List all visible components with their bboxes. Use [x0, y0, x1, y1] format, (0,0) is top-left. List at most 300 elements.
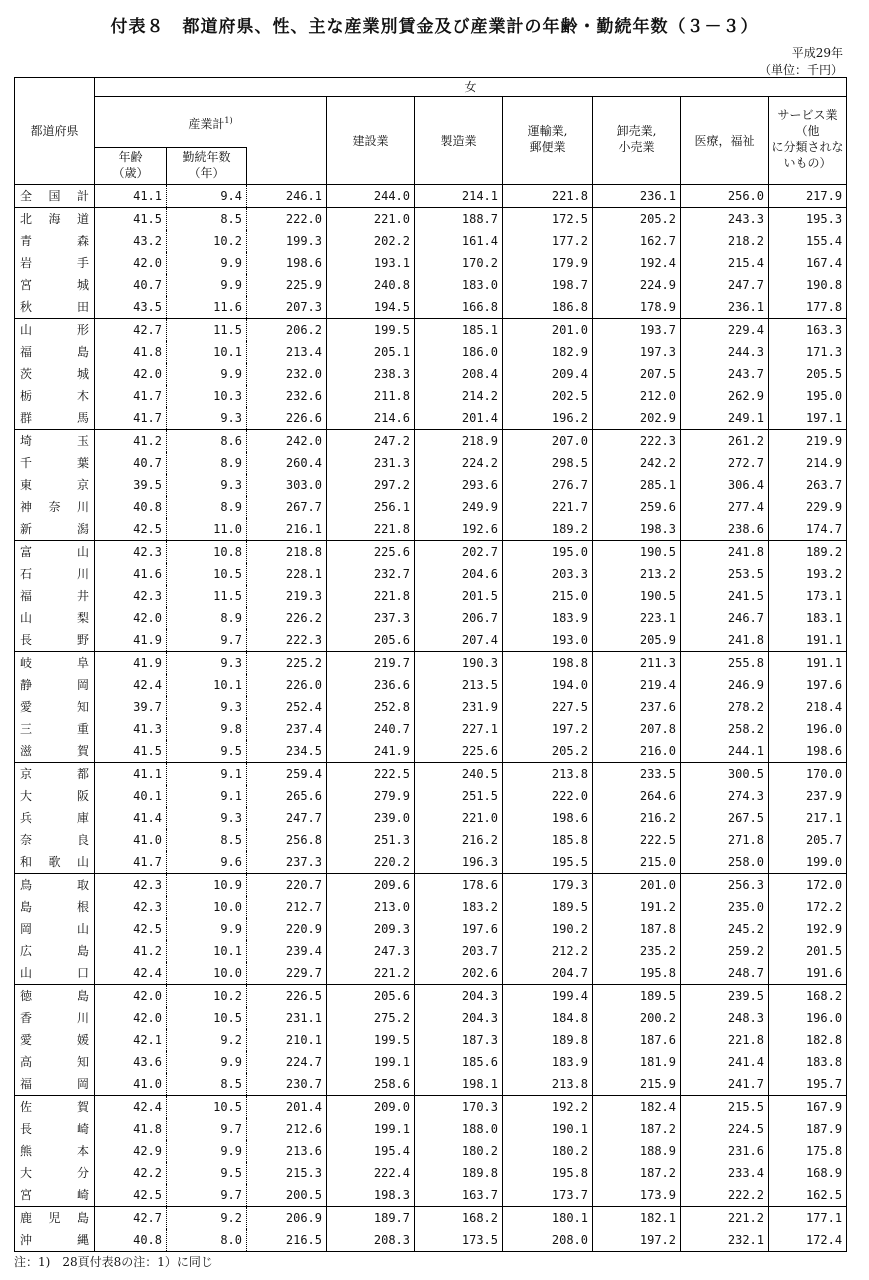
cell-all: 225.9 — [247, 274, 327, 296]
cell-wholesale: 222.5 — [593, 829, 681, 851]
cell-construction: 221.8 — [327, 518, 415, 541]
cell-all: 213.4 — [247, 341, 327, 363]
cell-services: 195.0 — [769, 385, 847, 407]
cell-construction: 275.2 — [327, 1007, 415, 1029]
table-row — [15, 785, 847, 807]
cell-age: 41.8 — [95, 341, 167, 363]
prefecture-name — [15, 985, 95, 1008]
cell-transport: 276.7 — [503, 474, 593, 496]
cell-transport: 183.9 — [503, 1051, 593, 1073]
page-title: 付表８ 都道府県、性、主な産業別賃金及び産業計の年齢・勤続年数（３－３） — [110, 17, 759, 37]
prefecture-name — [15, 1207, 95, 1230]
cell-tenure: 9.3 — [167, 807, 247, 829]
cell-wholesale: 219.4 — [593, 674, 681, 696]
prefecture-name — [15, 474, 95, 496]
table-row — [15, 541, 847, 564]
cell-construction: 238.3 — [327, 363, 415, 385]
cell-transport: 213.8 — [503, 763, 593, 786]
cell-all: 225.2 — [247, 652, 327, 675]
prefecture-name-text: 愛 媛 — [20, 1033, 89, 1047]
cell-services: 219.9 — [769, 430, 847, 453]
age-header: 年齢 （歳） — [95, 148, 167, 185]
table-row — [15, 851, 847, 874]
cell-construction: 211.8 — [327, 385, 415, 407]
cell-construction: 251.3 — [327, 829, 415, 851]
cell-age: 43.5 — [95, 296, 167, 319]
prefecture-name-text: 山 形 — [20, 323, 89, 337]
table-row — [15, 341, 847, 363]
cell-construction: 297.2 — [327, 474, 415, 496]
cell-all: 219.3 — [247, 585, 327, 607]
cell-construction: 247.2 — [327, 430, 415, 453]
cell-services: 214.9 — [769, 452, 847, 474]
cell-medical: 218.2 — [681, 230, 769, 252]
cell-manufacturing: 293.6 — [415, 474, 503, 496]
wage-table — [14, 77, 847, 1252]
table-row — [15, 740, 847, 763]
table-row — [15, 652, 847, 675]
cell-wholesale: 212.0 — [593, 385, 681, 407]
cell-manufacturing: 197.6 — [415, 918, 503, 940]
prefecture-name — [15, 185, 95, 208]
cell-construction: 239.0 — [327, 807, 415, 829]
cell-services: 177.8 — [769, 296, 847, 319]
cell-services: 218.4 — [769, 696, 847, 718]
cell-wholesale: 187.2 — [593, 1118, 681, 1140]
cell-age: 41.1 — [95, 185, 167, 208]
cell-construction: 208.3 — [327, 1229, 415, 1252]
cell-services: 167.9 — [769, 1096, 847, 1119]
prefecture-name-text: 東 京 — [20, 478, 89, 492]
cell-construction: 252.8 — [327, 696, 415, 718]
prefecture-name-text: 青 森 — [20, 234, 89, 248]
cell-tenure: 9.5 — [167, 1162, 247, 1184]
cell-all: 242.0 — [247, 430, 327, 453]
cell-manufacturing: 161.4 — [415, 230, 503, 252]
cell-wholesale: 207.5 — [593, 363, 681, 385]
cell-wholesale: 285.1 — [593, 474, 681, 496]
cell-age: 42.4 — [95, 1096, 167, 1119]
table-row — [15, 474, 847, 496]
cell-age: 39.7 — [95, 696, 167, 718]
cell-all: 215.3 — [247, 1162, 327, 1184]
prefecture-name-text: 香 川 — [20, 1011, 89, 1025]
cell-manufacturing: 192.6 — [415, 518, 503, 541]
cell-tenure: 9.9 — [167, 918, 247, 940]
prefecture-name-text: 島 根 — [20, 900, 89, 914]
cell-transport: 195.0 — [503, 541, 593, 564]
cell-age: 41.9 — [95, 629, 167, 652]
cell-tenure: 9.4 — [167, 185, 247, 208]
prefecture-name — [15, 363, 95, 385]
cell-transport: 189.2 — [503, 518, 593, 541]
prefecture-name — [15, 1184, 95, 1207]
cell-all: 200.5 — [247, 1184, 327, 1207]
cell-manufacturing: 207.4 — [415, 629, 503, 652]
cell-transport: 195.8 — [503, 1162, 593, 1184]
cell-services: 170.0 — [769, 763, 847, 786]
cell-tenure: 9.9 — [167, 252, 247, 274]
cell-all: 239.4 — [247, 940, 327, 962]
prefecture-name-text: 広 島 — [20, 944, 89, 958]
cell-wholesale: 193.7 — [593, 319, 681, 342]
table-body — [15, 185, 847, 1252]
cell-services: 182.8 — [769, 1029, 847, 1051]
cell-services: 167.4 — [769, 252, 847, 274]
prefecture-name — [15, 296, 95, 319]
cell-tenure: 10.8 — [167, 541, 247, 564]
prefecture-name — [15, 430, 95, 453]
cell-construction: 209.3 — [327, 918, 415, 940]
cell-transport: 221.7 — [503, 496, 593, 518]
prefecture-name — [15, 918, 95, 940]
cell-services: 162.5 — [769, 1184, 847, 1207]
cell-manufacturing: 188.0 — [415, 1118, 503, 1140]
table-row — [15, 208, 847, 231]
wholesale-header: 卸売業, 小売業 — [593, 97, 681, 185]
cell-wholesale: 188.9 — [593, 1140, 681, 1162]
cell-medical: 236.1 — [681, 296, 769, 319]
prefecture-name — [15, 452, 95, 474]
cell-construction: 220.2 — [327, 851, 415, 874]
cell-wholesale: 200.2 — [593, 1007, 681, 1029]
cell-age: 42.7 — [95, 319, 167, 342]
cell-construction: 209.0 — [327, 1096, 415, 1119]
prefecture-name — [15, 585, 95, 607]
table-row — [15, 430, 847, 453]
cell-transport: 190.1 — [503, 1118, 593, 1140]
cell-age: 42.7 — [95, 1207, 167, 1230]
cell-all: 267.7 — [247, 496, 327, 518]
cell-wholesale: 242.2 — [593, 452, 681, 474]
prefecture-name-text: 新 潟 — [20, 522, 89, 536]
cell-medical: 241.7 — [681, 1073, 769, 1096]
table-row — [15, 252, 847, 274]
prefecture-name-text: 愛 知 — [20, 700, 89, 714]
prefecture-name-text: 奈 良 — [20, 833, 89, 847]
cell-manufacturing: 178.6 — [415, 874, 503, 897]
cell-medical: 246.7 — [681, 607, 769, 629]
cell-tenure: 10.3 — [167, 385, 247, 407]
cell-wholesale: 237.6 — [593, 696, 681, 718]
cell-services: 197.6 — [769, 674, 847, 696]
cell-all: 216.1 — [247, 518, 327, 541]
cell-tenure: 9.9 — [167, 1051, 247, 1073]
cell-age: 42.0 — [95, 1007, 167, 1029]
cell-all: 201.4 — [247, 1096, 327, 1119]
cell-tenure: 9.5 — [167, 740, 247, 763]
cell-construction: 205.6 — [327, 629, 415, 652]
cell-manufacturing: 213.5 — [415, 674, 503, 696]
cell-manufacturing: 201.4 — [415, 407, 503, 430]
cell-all: 212.7 — [247, 896, 327, 918]
table-row — [15, 896, 847, 918]
prefecture-name — [15, 1118, 95, 1140]
tenure-header: 勤続年数 （年） — [167, 148, 247, 185]
cell-services: 190.8 — [769, 274, 847, 296]
table-row — [15, 296, 847, 319]
cell-services: 163.3 — [769, 319, 847, 342]
cell-manufacturing: 163.7 — [415, 1184, 503, 1207]
cell-manufacturing: 202.6 — [415, 962, 503, 985]
cell-age: 42.3 — [95, 896, 167, 918]
cell-wholesale: 223.1 — [593, 607, 681, 629]
cell-age: 41.8 — [95, 1118, 167, 1140]
prefecture-name-text: 石 川 — [20, 567, 89, 581]
cell-manufacturing: 201.5 — [415, 585, 503, 607]
cell-tenure: 9.3 — [167, 696, 247, 718]
cell-age: 42.4 — [95, 674, 167, 696]
prefecture-name-text: 佐 賀 — [20, 1100, 89, 1114]
cell-manufacturing: 208.4 — [415, 363, 503, 385]
cell-age: 42.0 — [95, 607, 167, 629]
cell-manufacturing: 183.2 — [415, 896, 503, 918]
cell-construction: 222.5 — [327, 763, 415, 786]
cell-construction: 189.7 — [327, 1207, 415, 1230]
cell-all: 230.7 — [247, 1073, 327, 1096]
prefecture-name — [15, 208, 95, 231]
cell-age: 42.3 — [95, 585, 167, 607]
cell-transport: 196.2 — [503, 407, 593, 430]
cell-construction: 225.6 — [327, 541, 415, 564]
cell-transport: 198.6 — [503, 807, 593, 829]
cell-age: 41.0 — [95, 829, 167, 851]
table-row — [15, 407, 847, 430]
cell-construction: 221.8 — [327, 585, 415, 607]
footnote-marker: 1) — [224, 115, 233, 125]
table-row — [15, 385, 847, 407]
table-row — [15, 1073, 847, 1096]
cell-age: 42.4 — [95, 962, 167, 985]
cell-transport: 213.8 — [503, 1073, 593, 1096]
cell-wholesale: 224.9 — [593, 274, 681, 296]
cell-transport: 189.5 — [503, 896, 593, 918]
cell-tenure: 10.9 — [167, 874, 247, 897]
cell-tenure: 8.0 — [167, 1229, 247, 1252]
cell-wholesale: 187.2 — [593, 1162, 681, 1184]
cell-age: 42.3 — [95, 874, 167, 897]
prefecture-name-text: 鳥 取 — [20, 878, 89, 892]
cell-manufacturing: 173.5 — [415, 1229, 503, 1252]
prefecture-name — [15, 252, 95, 274]
cell-age: 41.7 — [95, 407, 167, 430]
cell-all: 231.1 — [247, 1007, 327, 1029]
cell-manufacturing: 189.8 — [415, 1162, 503, 1184]
prefecture-name — [15, 541, 95, 564]
cell-all: 229.7 — [247, 962, 327, 985]
cell-transport: 179.3 — [503, 874, 593, 897]
prefecture-name-text: 北 海 道 — [20, 212, 89, 226]
cell-manufacturing: 227.1 — [415, 718, 503, 740]
cell-age: 41.4 — [95, 807, 167, 829]
prefecture-name — [15, 763, 95, 786]
table-row — [15, 1207, 847, 1230]
cell-medical: 271.8 — [681, 829, 769, 851]
table-row — [15, 874, 847, 897]
prefecture-name-text: 福 井 — [20, 589, 89, 603]
cell-all: 234.5 — [247, 740, 327, 763]
cell-services: 193.2 — [769, 563, 847, 585]
cell-tenure: 9.7 — [167, 1184, 247, 1207]
cell-services: 175.8 — [769, 1140, 847, 1162]
table-row — [15, 496, 847, 518]
cell-tenure: 10.2 — [167, 985, 247, 1008]
cell-all: 260.4 — [247, 452, 327, 474]
cell-services: 172.2 — [769, 896, 847, 918]
cell-transport: 189.8 — [503, 1029, 593, 1051]
cell-manufacturing: 188.7 — [415, 208, 503, 231]
cell-age: 40.1 — [95, 785, 167, 807]
all-industries-header: 産業計$^{1)}$ — [95, 97, 327, 148]
cell-all: 237.3 — [247, 851, 327, 874]
cell-age: 39.5 — [95, 474, 167, 496]
table-row — [15, 1162, 847, 1184]
cell-construction: 240.8 — [327, 274, 415, 296]
cell-transport: 179.9 — [503, 252, 593, 274]
transport-header: 運輸業, 郵便業 — [503, 97, 593, 185]
cell-age: 41.9 — [95, 652, 167, 675]
cell-transport: 193.0 — [503, 629, 593, 652]
cell-manufacturing: 196.3 — [415, 851, 503, 874]
cell-manufacturing: 170.3 — [415, 1096, 503, 1119]
cell-services: 198.6 — [769, 740, 847, 763]
prefecture-name-text: 長 野 — [20, 633, 89, 647]
prefecture-name — [15, 1140, 95, 1162]
cell-tenure: 9.2 — [167, 1029, 247, 1051]
cell-all: 256.8 — [247, 829, 327, 851]
cell-construction: 202.2 — [327, 230, 415, 252]
cell-all: 220.7 — [247, 874, 327, 897]
cell-construction: 279.9 — [327, 785, 415, 807]
prefecture-name-text: 岡 山 — [20, 922, 89, 936]
cell-services: 183.1 — [769, 607, 847, 629]
cell-medical: 244.1 — [681, 740, 769, 763]
cell-wholesale: 197.3 — [593, 341, 681, 363]
cell-tenure: 10.5 — [167, 1007, 247, 1029]
cell-services: 199.0 — [769, 851, 847, 874]
cell-all: 222.3 — [247, 629, 327, 652]
medical-header: 医療，福祉 — [681, 97, 769, 185]
table-row — [15, 1229, 847, 1252]
cell-manufacturing: 170.2 — [415, 252, 503, 274]
cell-age: 41.7 — [95, 851, 167, 874]
cell-wholesale: 213.2 — [593, 563, 681, 585]
prefecture-name-text: 千 葉 — [20, 456, 89, 470]
cell-services: 217.9 — [769, 185, 847, 208]
cell-tenure: 9.3 — [167, 474, 247, 496]
cell-construction: 241.9 — [327, 740, 415, 763]
cell-all: 226.2 — [247, 607, 327, 629]
cell-services: 217.1 — [769, 807, 847, 829]
cell-medical: 262.9 — [681, 385, 769, 407]
cell-services: 174.7 — [769, 518, 847, 541]
cell-wholesale: 233.5 — [593, 763, 681, 786]
cell-tenure: 11.5 — [167, 319, 247, 342]
cell-construction: 232.7 — [327, 563, 415, 585]
cell-construction: 199.1 — [327, 1118, 415, 1140]
cell-services: 192.9 — [769, 918, 847, 940]
services-header: サービス業（他 に分類されな いもの） — [769, 97, 847, 185]
cell-medical: 253.5 — [681, 563, 769, 585]
cell-tenure: 8.5 — [167, 208, 247, 231]
cell-manufacturing: 216.2 — [415, 829, 503, 851]
cell-age: 42.0 — [95, 985, 167, 1008]
cell-all: 226.5 — [247, 985, 327, 1008]
cell-age: 41.2 — [95, 940, 167, 962]
cell-all: 237.4 — [247, 718, 327, 740]
cell-tenure: 10.0 — [167, 896, 247, 918]
cell-medical: 241.4 — [681, 1051, 769, 1073]
cell-manufacturing: 221.0 — [415, 807, 503, 829]
prefecture-header: 都道府県 — [15, 78, 95, 185]
cell-transport: 204.7 — [503, 962, 593, 985]
cell-manufacturing: 168.2 — [415, 1207, 503, 1230]
prefecture-name-text: 京 都 — [20, 767, 89, 781]
cell-wholesale: 264.6 — [593, 785, 681, 807]
prefecture-name-text: 宮 崎 — [20, 1188, 89, 1202]
cell-all: 303.0 — [247, 474, 327, 496]
cell-medical: 245.2 — [681, 918, 769, 940]
cell-age: 41.6 — [95, 563, 167, 585]
cell-manufacturing: 218.9 — [415, 430, 503, 453]
cell-tenure: 11.5 — [167, 585, 247, 607]
cell-medical: 247.7 — [681, 274, 769, 296]
table-row — [15, 1118, 847, 1140]
cell-services: 195.7 — [769, 1073, 847, 1096]
cell-wholesale: 216.0 — [593, 740, 681, 763]
cell-wholesale: 187.8 — [593, 918, 681, 940]
prefecture-name-text: 高 知 — [20, 1055, 89, 1069]
prefecture-name-text: 山 梨 — [20, 611, 89, 625]
cell-all: 198.6 — [247, 252, 327, 274]
cell-age: 41.1 — [95, 763, 167, 786]
table-row — [15, 452, 847, 474]
cell-services: 155.4 — [769, 230, 847, 252]
prefecture-name — [15, 718, 95, 740]
prefecture-name-text: 埼 玉 — [20, 434, 89, 448]
cell-tenure: 10.1 — [167, 940, 247, 962]
prefecture-name-text: 群 馬 — [20, 411, 89, 425]
cell-services: 173.1 — [769, 585, 847, 607]
cell-tenure: 8.9 — [167, 496, 247, 518]
cell-construction: 205.1 — [327, 341, 415, 363]
cell-medical: 239.5 — [681, 985, 769, 1008]
cell-construction: 195.4 — [327, 1140, 415, 1162]
table-row — [15, 696, 847, 718]
cell-construction: 256.1 — [327, 496, 415, 518]
prefecture-name-text: 富 山 — [20, 545, 89, 559]
table-row — [15, 674, 847, 696]
table-row — [15, 274, 847, 296]
cell-services: 237.9 — [769, 785, 847, 807]
cell-transport: 194.0 — [503, 674, 593, 696]
cell-tenure: 8.5 — [167, 1073, 247, 1096]
cell-services: 187.9 — [769, 1118, 847, 1140]
cell-construction: 194.5 — [327, 296, 415, 319]
cell-age: 41.0 — [95, 1073, 167, 1096]
cell-transport: 190.2 — [503, 918, 593, 940]
cell-tenure: 10.2 — [167, 230, 247, 252]
table-row — [15, 807, 847, 829]
prefecture-name — [15, 1051, 95, 1073]
cell-services: 172.0 — [769, 874, 847, 897]
cell-transport: 205.2 — [503, 740, 593, 763]
construction-header: 建設業 — [327, 97, 415, 185]
table-row — [15, 718, 847, 740]
cell-all: 228.1 — [247, 563, 327, 585]
cell-medical: 241.8 — [681, 541, 769, 564]
cell-manufacturing: 180.2 — [415, 1140, 503, 1162]
